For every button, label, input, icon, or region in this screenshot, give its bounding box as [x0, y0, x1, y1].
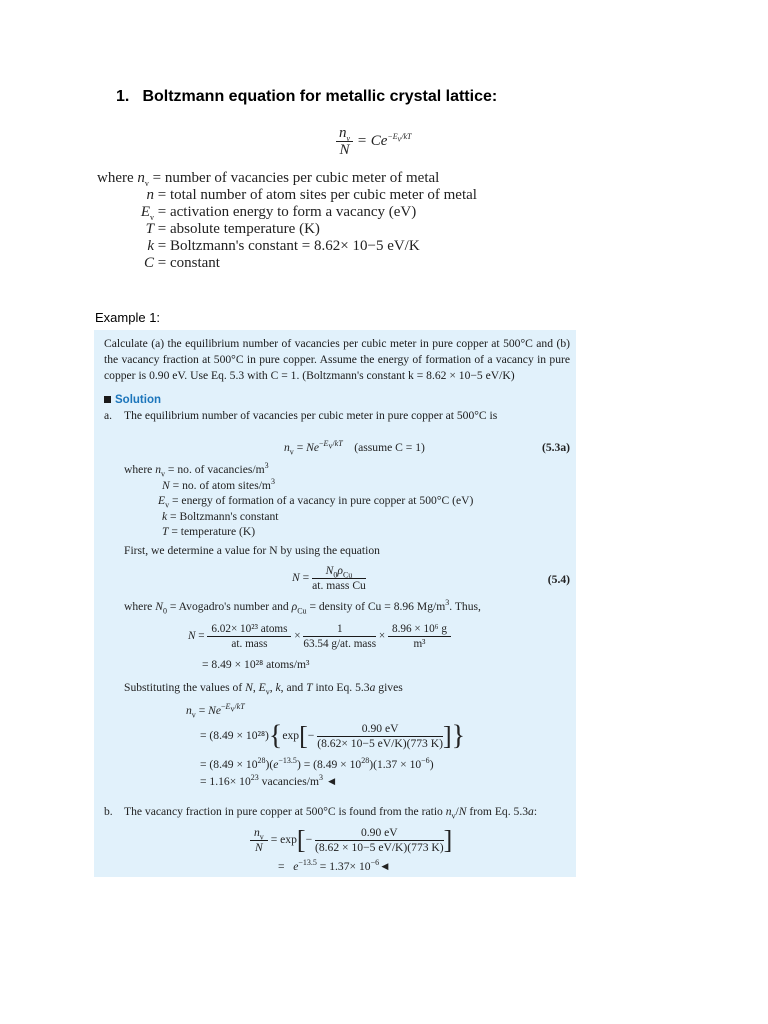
definition-symbol: k	[147, 238, 154, 254]
definition-row	[97, 221, 477, 238]
part-b-lhs	[250, 826, 268, 855]
equation-numerator: $n_v$	[336, 126, 353, 142]
equation-5-3a-note: (assume C = 1)	[354, 441, 425, 454]
part-b-label: b.	[104, 805, 113, 818]
part-b-lhs-den: N	[255, 841, 263, 854]
times-sign: ×	[294, 630, 301, 643]
part-b-fraction	[315, 826, 444, 855]
where-line: $E_v$ = energy of formation of a vacancy in pure copper at 500°C (eV)	[158, 494, 474, 510]
equation-5-4-numerator: $N_0\rho_{Cu}$	[312, 564, 366, 579]
equation-rhs: = $Ce^{-E_v/kT}$	[356, 132, 412, 150]
left-bracket: [	[299, 721, 308, 751]
definition-text: = constant	[157, 255, 220, 271]
equation-fraction	[336, 126, 353, 158]
heading-number: 1.	[116, 88, 130, 105]
substitution-line: Substituting the values of N, $E_v$, k, and T into Eq. 5.3a gives	[124, 681, 403, 697]
definition-row	[97, 204, 477, 221]
definition-text: = total number of atom sites per cubic meter of metal	[157, 187, 477, 203]
definition-text: = absolute temperature (K)	[157, 221, 320, 237]
calc-f3-den: m³	[413, 638, 426, 650]
part-b-exp: = exp	[270, 833, 297, 847]
equation-number-5-4: (5.4)	[547, 573, 570, 586]
subst-line-4: = $1.16\times 10^{23}$ vacancies/$m^3$ ◄	[200, 773, 338, 788]
equation-5-4-fraction	[312, 564, 366, 593]
right-bracket: ]	[443, 825, 453, 855]
n-calculation	[188, 622, 451, 651]
section-heading	[116, 88, 497, 106]
definition-symbol: $E_v$	[140, 204, 154, 222]
part-b-lhs-num: $n_v$	[250, 826, 268, 841]
right-bracket: ]	[443, 721, 452, 751]
equation-5-4-denominator: at. mass Cu	[312, 579, 366, 592]
subst-fraction	[317, 722, 443, 751]
subst-line-2: = (8.49 × 10²⁸){exp[− $\frac{0.90 eV}{(8.62\times 10-5 eV/K)(773 K)}$ ]}	[200, 720, 466, 752]
part-a-intro	[104, 408, 570, 424]
avogadro-line: where $N_0$ = Avogadro's number and $\rho_{Cu}$ = density of Cu = 8.96 $Mg/m^3$. Thus,	[124, 598, 481, 616]
calc-f2-num: 1	[303, 622, 376, 637]
equation-number-5-3a: (5.3a)	[541, 441, 570, 454]
definition-text: = Boltzmann's constant = 8.62× 10−5 eV/K	[157, 238, 420, 254]
subst-num: 0.90 eV	[317, 722, 443, 737]
square-bullet-icon	[104, 396, 111, 403]
calc-fraction-2	[303, 622, 376, 651]
calc-lhs: N =	[188, 630, 205, 643]
where-line: T = temperature (K)	[162, 525, 256, 538]
where-line: where $n_v$ = no. of vacancies/$m^3$	[124, 461, 269, 479]
example-content	[104, 336, 570, 424]
first-line: First, we determine a value for N by using the equation	[124, 544, 380, 557]
definition-text: = activation energy to form a vacancy (eV)	[157, 204, 417, 220]
where-line: N = no. of atom sites/$m^3$	[162, 476, 275, 492]
part-b-den: (8.62 × 10−5 eV/K)(773 K)	[315, 841, 444, 854]
calc-f1-den: at. mass	[231, 638, 268, 650]
definition-prefix: where	[97, 170, 134, 186]
left-brace: {	[268, 720, 283, 752]
equation-5-4-lhs: N =	[292, 571, 310, 585]
boltzmann-equation	[336, 126, 411, 158]
where-block	[124, 462, 473, 540]
part-b-num: 0.90 eV	[315, 826, 444, 841]
definition-row	[97, 238, 477, 255]
times-sign: ×	[378, 630, 386, 643]
definition-row: where $n_v$ = number of vacancies per cubic meter of metal	[97, 170, 440, 188]
definition-symbol: n	[146, 187, 154, 203]
calc-fraction-1	[207, 622, 291, 651]
part-b-intro: b. The vacancy fraction in pure copper at 500°C is found from the ratio $n_v/N$ from Eq. 5.3a:	[104, 805, 538, 821]
part-b-equation: $\frac{n_v}{N}$ = exp[− $\frac{0.90 eV}{(8.62 \times 10-5 eV/K)(773 K)}$ ]	[250, 826, 452, 855]
solution-title: Solution	[115, 394, 161, 406]
subst-den: (8.62× 10−5 eV/K)(773 K)	[317, 737, 443, 750]
right-brace: }	[451, 720, 466, 752]
equation-5-4	[292, 564, 366, 593]
part-a-intro-text: The equilibrium number of vacancies per cubic meter in pure copper at 500°C is	[124, 409, 498, 422]
calc-f3-num: 8.96 × 10⁶ g	[388, 622, 451, 637]
definition-row	[97, 255, 477, 272]
left-bracket: [	[296, 825, 306, 855]
definition-symbol: T	[145, 221, 154, 237]
calc-fraction-3	[388, 622, 451, 651]
subst-line-1: $n_v = Ne^{-E_v/kT}$	[186, 702, 245, 720]
definition-row	[97, 187, 477, 204]
subst-prefix: = (8.49 × 10²⁸)	[200, 729, 269, 743]
definition-symbol: C	[143, 255, 154, 271]
definition-text: = number of vacancies per cubic meter of metal	[152, 170, 440, 186]
exp-label: exp	[282, 729, 300, 743]
calc-f2-den: 63.54 g/at. mass	[303, 638, 377, 650]
equation-5-3a: $n_v = Ne^{-E_v/kT}$ (assume C = 1)	[284, 439, 425, 457]
where-line: k = Boltzmann's constant	[162, 509, 279, 523]
variable-definitions	[97, 170, 477, 272]
solution-heading	[104, 392, 570, 408]
calc-f1-num: 6.02× 10²³ atoms	[207, 622, 291, 637]
problem-statement: Calculate (a) the equilibrium number of vacancies per cubic meter in pure copper at 500°C and (b) the vacancy fraction at 500°C in pure copper. Assume the energy of formation of a vacancy in pure copper is 0.90 eV. Use Eq. 5.3 with C = 1. (Boltzmann's constant k = 8.62 × 10−5 eV/K)	[104, 337, 570, 382]
part-a-label: a.	[104, 409, 113, 422]
equation-denominator: N	[339, 142, 350, 158]
example-box	[94, 330, 576, 877]
heading-title: Boltzmann equation for metallic crystal lattice:	[142, 88, 498, 105]
subst-line-3: = $(8.49 \times 10^{28})(e^{-13.5}) = (8.49 \times 10^{28})(1.37 \times 10^{-6})$	[200, 756, 434, 771]
n-result: = 8.49 × 10²⁸ atoms/m³	[202, 658, 310, 671]
example-label: Example 1:	[95, 310, 161, 325]
part-b-result: = $e^{-13.5} = 1.37\times$ $10^{-6}◄$	[278, 858, 391, 873]
